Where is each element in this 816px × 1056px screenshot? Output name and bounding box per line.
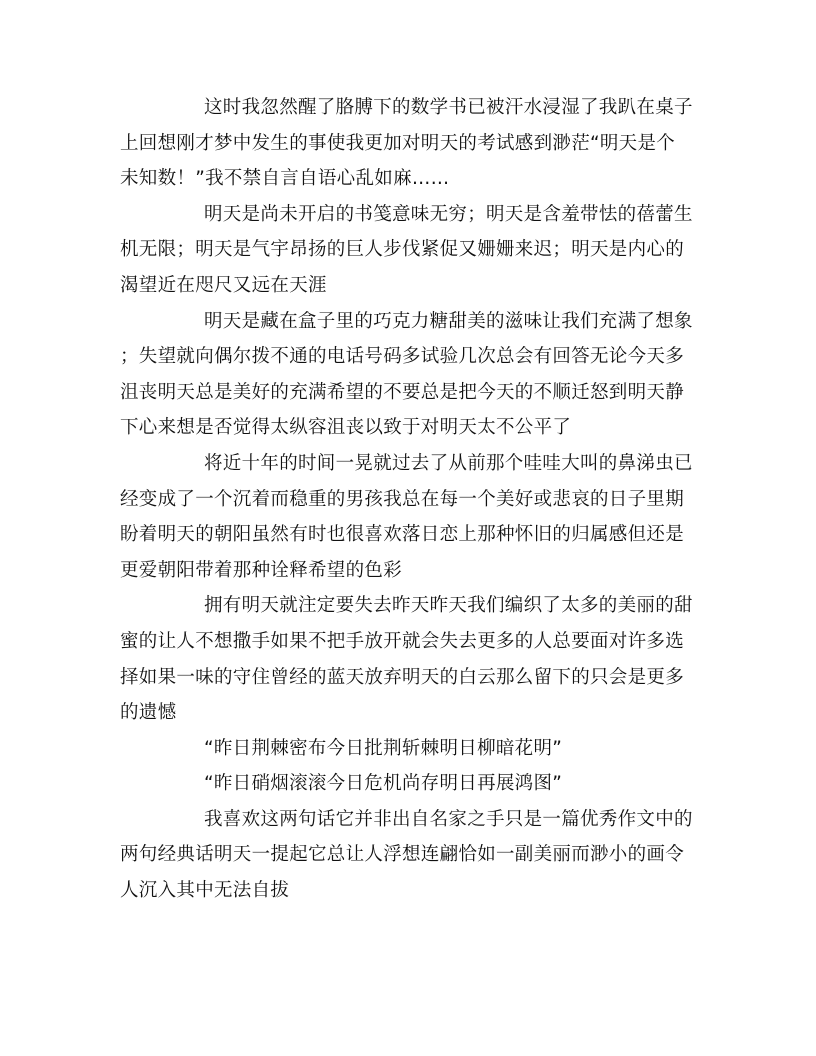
paragraph-line: 更爱朝阳带着那种诠释希望的色彩: [120, 559, 403, 581]
paragraph-line: 明天是尚未开启的书笺意味无穷；明天是含羞带怯的蓓蕾生: [204, 203, 693, 225]
paragraph-line: 择如果一味的守住曾经的蓝天放弃明天的白云那么留下的只会是更多: [120, 666, 685, 688]
paragraph-line: 这时我忽然醒了胳膊下的数学书已被汗水浸湿了我趴在桌子: [204, 97, 693, 118]
paragraph-line: 未知数！”我不禁自言自语心乱如麻……: [120, 168, 450, 190]
paragraph-line: 拥有明天就注定要失去昨天昨天我们编织了太多的美丽的甜: [204, 595, 693, 617]
paragraph-line: 两句经典话明天一提起它总让人浮想连翩恰如一副美丽而渺小的画令: [120, 844, 685, 866]
paragraph-line: 我喜欢这两句话它并非出自名家之手只是一篇优秀作文中的: [204, 808, 693, 830]
paragraph-line: 将近十年的时间一晃就过去了从前那个哇哇大叫的鼻涕虫已: [204, 452, 693, 474]
paragraph-line: 蜜的让人不想撒手如果不把手放开就会失去更多的人总要面对许多选: [120, 630, 685, 652]
paragraph-line: 盼着明天的朝阳虽然有时也很喜欢落日恋上那种怀旧的归属感但还是: [120, 524, 685, 546]
paragraph-line: ；失望就向偶尔拨不通的电话号码多试验几次总会有回答无论今天多: [120, 346, 685, 368]
quote-line: “昨日荆棘密布今日批荆斩棘明日柳暗花明”: [204, 737, 563, 759]
paragraph-line: 的遗憾: [120, 702, 177, 724]
paragraph-line: 明天是藏在盒子里的巧克力糖甜美的滋味让我们充满了想象: [204, 310, 693, 332]
essay-body: [120, 90, 696, 909]
paragraph-line: 下心来想是否觉得太纵容沮丧以致于对明天太不公平了: [120, 417, 572, 439]
paragraph-line: 机无限；明天是气宇昂扬的巨人步伐紧促又姗姗来迟；明天是内心的: [120, 239, 685, 261]
paragraph-line: 经变成了一个沉着而稳重的男孩我总在每一个美好或悲哀的日子里期: [120, 488, 685, 510]
paragraph-line: 上回想刚才梦中发生的事使我更加对明天的考试感到渺茫“明天是个: [120, 132, 676, 154]
paragraph-line: 人沉入其中无法自拔: [120, 880, 290, 902]
paragraph-line: 沮丧明天总是美好的充满希望的不要总是把今天的不顺迁怒到明天静: [120, 381, 685, 403]
quote-line: “昨日硝烟滚滚今日危机尚存明日再展鸿图”: [204, 773, 563, 795]
paragraph-line: 渴望近在咫尺又远在天涯: [120, 274, 327, 296]
